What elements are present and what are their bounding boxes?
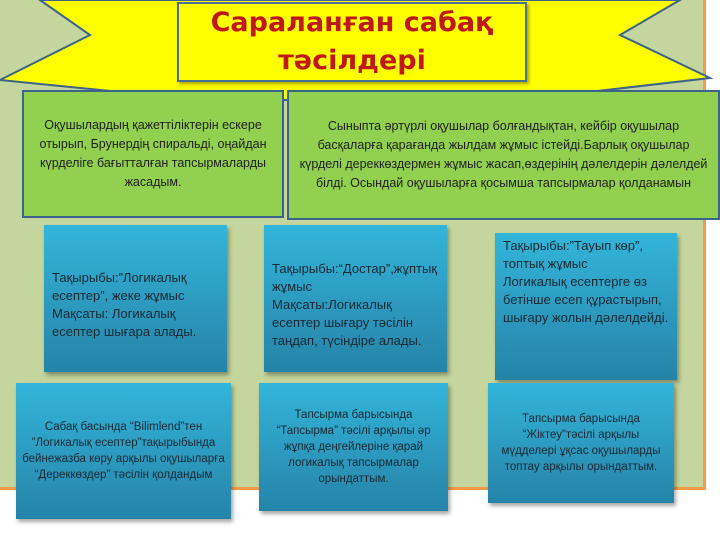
card-task-method: Тапсырма барысында “Тапсырма” тәсілі арқылы әр жұпқа деңгейлеріне қарай логикалық тапсырмалар орындаттым.: [259, 383, 448, 511]
card-group-work: Тақырыбы:”Тауып көр”, топтық жұмыс Логикалық есептерге өз бетінше есеп құрастырып, шығару жолын дәлелдейді.: [495, 233, 677, 380]
green-note-left: Оқушылардың қажеттіліктерін ескере отырып, Брунердің спиральді, оңайдан күрделіге бағытталған тапсырмаларды жасадым.: [22, 90, 284, 218]
page-title: Сараланған сабақ тәсілдері: [177, 2, 527, 82]
card-sources-method: Сабақ басында “Bilimlend”тен ”Логикалық есептер”тақырыбында бейнежазба көру арқылы оқушыларға “Дереккөздер” тәсілін қолдандым: [16, 383, 231, 519]
card-individual-work: Тақырыбы:”Логикалық есептер”, жеке жұмыс Мақсаты: Логикалық есептер шығара алады.: [44, 225, 227, 372]
card-classify-method: Тапсырма барысында “Жіктеу”тәсілі арқылы мүдделері ұқсас оқушыларды топтау арқылы орындаттым.: [488, 383, 674, 503]
card-pair-work: Тақырыбы:“Достар”,жұптық жұмыс Мақсаты:Логикалық есептер шығару тәсілін таңдап, түсіндіре алады.: [264, 225, 447, 372]
green-note-right: Сыныпта әртүрлі оқушылар болғандықтан, кейбір оқушылар басқаларға қарағанда жылдам жұмыс істейді.Барлық оқушылар күрделі дереккөздермен жұмыс жасап,өздерінің дәлелдерін дәлелдей білді. Осындай оқушыларға қосымша тапсырмалар қолданамын: [287, 90, 720, 220]
